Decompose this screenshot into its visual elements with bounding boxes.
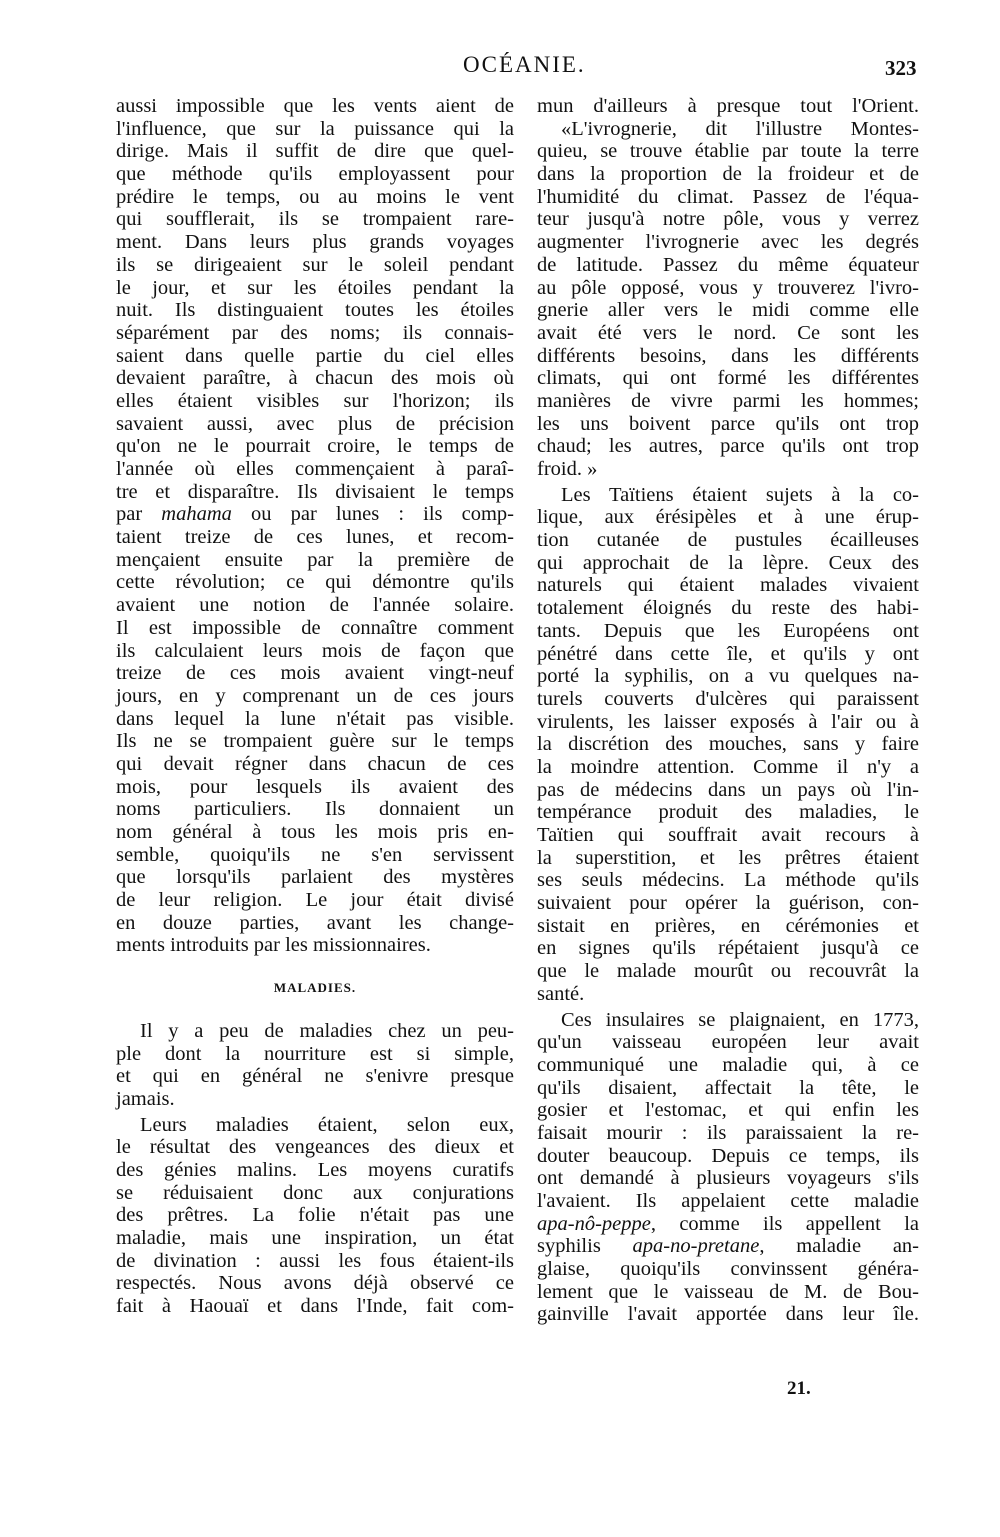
text-line: totalement éloignés du reste des habi- — [537, 597, 919, 620]
paragraph-calendar-continued — [116, 526, 514, 957]
text-line: maladie, mais une inspiration, un état — [116, 1227, 514, 1249]
text-line: en signes qu'ils répétaient jusqu'à ce — [537, 937, 919, 960]
text-line: savaient aussi, avec plus de précision — [116, 412, 514, 435]
left-column — [116, 95, 514, 1318]
paragraph-causes — [116, 1114, 514, 1318]
text-line: qu'un vaisseau européen leur avait — [537, 1031, 919, 1054]
page-number: 323 — [885, 56, 917, 80]
text-line: quieu, se trouve établie par toute la terre — [537, 140, 919, 163]
text-line: tre et disparaître. Ils divisaient le temps — [116, 480, 514, 503]
page-header — [0, 52, 1000, 86]
text-line: la superstition, et les prêtres étaient — [537, 846, 919, 869]
text-line: au pôle opposé, vous y trouverez l'ivro- — [537, 276, 919, 299]
text-line: pénétré dans cette île, et qu'ils y ont — [537, 642, 919, 665]
text-line: qu'ils disaient, affectait la tête, le — [537, 1076, 919, 1099]
text-line: porté la syphilis, on a vu quelques na- — [537, 665, 919, 688]
text-line: gainville l'avait apportée dans leur île. — [537, 1303, 919, 1326]
text-line: gnerie aller vers le midi comme elle — [537, 299, 919, 322]
text-line: en douze parties, avant les change- — [116, 911, 514, 934]
italic-term: apa-no-pretane — [632, 1235, 760, 1258]
text-line: que lorsqu'ils parlaient des mystères — [116, 866, 514, 889]
text-line: fait à Haouaï et dans l'Inde, fait com- — [116, 1295, 514, 1318]
text-line: communiqué une maladie qui, à ce — [537, 1053, 919, 1076]
text-line: l'avaient. Ils appelaient cette maladie — [537, 1190, 919, 1212]
text-line: taient treize de ces lunes, et recom- — [116, 526, 514, 549]
text-line: que le malade mourût ou recouvrât la — [537, 960, 919, 983]
text-line: mois, pour lesquels ils avaient des — [116, 775, 514, 798]
text-line: ils calculaient leurs mois de façon que — [116, 639, 514, 662]
text-line: qui soufflerait, ils se trompaient rare- — [116, 208, 514, 231]
text-line: gosier et l'estomac, et qui enfin les — [537, 1099, 919, 1122]
text-line: se réduisaient donc aux conjurations — [116, 1181, 514, 1204]
text-line — [537, 1235, 919, 1258]
text-line: cette révolution; ce qui démontre qu'ils — [116, 571, 514, 594]
paragraph-taitian-diseases — [537, 484, 919, 1006]
text-line: de leur religion. Le jour était divisé — [116, 889, 514, 912]
text-line: virulents, les laisser exposés à l'air ou à — [537, 710, 919, 733]
text-line: ses seuls médecins. La méthode qu'ils — [537, 869, 919, 892]
text-line: lique, aux érésipèles et à une érup- — [537, 506, 919, 529]
text-line: teur jusqu'à notre pôle, vous y verrez — [537, 208, 919, 231]
text-line: nom général à tous les mois pris en- — [116, 821, 514, 843]
text-line: Ils ne se trompaient guère sur le temps — [116, 730, 514, 753]
text-line: mençaient ensuite par la première de — [116, 548, 514, 571]
text-line: avait été vers le nord. Ce sont les — [537, 321, 919, 344]
text-line: ils se dirigeaient sur le soleil pendant — [116, 253, 514, 276]
text-line: la discrétion des mouches, sans y faire — [537, 733, 919, 756]
text-line — [537, 1213, 919, 1236]
text-line: noms particuliers. Ils donnaient un — [116, 798, 514, 821]
text-line: chaud; les autres, parce qu'ils ont trop — [537, 435, 919, 458]
text-line: des génies malins. Les moyens curatifs — [116, 1158, 514, 1181]
text-line: froid. » — [537, 458, 598, 480]
text-line: jours, en y comprenant un de ces jours — [116, 684, 514, 707]
text-line: nuit. Ils distinguaient toutes les étoiles — [116, 299, 514, 322]
text-line: lement que le vaisseau de M. de Bou- — [537, 1280, 919, 1303]
text-line: «L'ivrognerie, dit l'illustre Montes- — [561, 117, 919, 140]
paragraph-1773 — [537, 1009, 919, 1213]
paragraph-calendar — [116, 95, 514, 503]
right-column — [537, 95, 919, 1326]
text-line: l'influence, que sur la puissance qui la — [116, 117, 514, 140]
text-line: turels couverts d'ulcères qui paraissent — [537, 687, 919, 710]
text-line: le résultat des vengeances des dieux et — [116, 1136, 514, 1159]
text-line: glaise, quoiqu'ils convinssent généra- — [537, 1258, 919, 1281]
text-line: suivaient pour opérer la guérison, con- — [537, 892, 919, 915]
text-line: ment. Dans leurs plus grands voyages — [116, 231, 514, 254]
text-line: manières de vivre parmi les hommes; — [537, 389, 919, 412]
paragraph-few-diseases — [116, 1020, 514, 1111]
text-line: santé. — [537, 982, 585, 1005]
text-line: mun d'ailleurs à presque tout l'Orient. — [537, 95, 919, 117]
text-line: prédire le temps, ou au moins le vent — [116, 185, 514, 208]
text-line: douter beaucoup. Depuis ce temps, ils — [537, 1144, 919, 1167]
text-line — [116, 503, 514, 526]
section-heading: MALADIES. — [273, 980, 357, 996]
text-line: dirige. Mais il suffit de dire que quel- — [116, 140, 514, 163]
text-line: treize de ces mois avaient vingt-neuf — [116, 662, 514, 685]
text-line: l'humidité du climat. Passez de l'équa- — [537, 185, 919, 208]
text-line: qui approchait de la lèpre. Ceux des — [537, 551, 919, 574]
text-line: elles étaient visibles sur l'horizon; ils — [116, 389, 514, 412]
text-line: ments introduits par les missionnaires. — [116, 934, 431, 957]
text-line: augmenter l'ivrognerie avec les degrés — [537, 231, 919, 254]
text-line: différents besoins, dans les différents — [537, 344, 919, 367]
text-line: ple dont la nourriture est si simple, — [116, 1042, 514, 1065]
text-line: naturels qui étaient malades vivaient — [537, 574, 919, 597]
text-line: que méthode qu'ils employassent pour — [116, 163, 514, 186]
text-line: devaient paraître, à chacun des mois où — [116, 367, 514, 390]
quote-montesquieu — [537, 118, 919, 481]
text-line: tempérance produit des maladies, le — [537, 801, 919, 824]
text-run: , comme ils appellent la — [650, 1212, 919, 1235]
text-line: tants. Depuis que les Européens ont — [537, 619, 919, 642]
running-title: OCÉANIE. — [463, 52, 586, 77]
text-line: qui devait régner dans chacun de ces — [116, 752, 514, 775]
text-line: aussi impossible que les vents aient de — [116, 95, 514, 117]
text-line: avaient une notion de l'année solaire. — [116, 594, 514, 617]
text-run: ou par lunes : ils comp- — [231, 503, 514, 526]
text-line: la moindre attention. Comme il n'y a — [537, 755, 919, 778]
text-line: ont demandé à plusieurs voyageurs s'ils — [537, 1167, 919, 1190]
signature-mark: 21. — [787, 1378, 811, 1399]
text-line: semble, quoiqu'ils ne s'en servissent — [116, 843, 514, 866]
paragraph-continuation — [537, 95, 919, 118]
text-line: Il y a peu de maladies chez un peu- — [140, 1019, 514, 1042]
text-line: de divination : aussi les fous étaient-ils — [116, 1249, 514, 1272]
italic-term: mahama — [161, 503, 232, 526]
text-line: climats, qui ont formé les différentes — [537, 367, 919, 390]
text-line: Ces insulaires se plaignaient, en 1773, — [561, 1008, 919, 1031]
text-line: l'année où elles commençaient à paraî- — [116, 458, 514, 480]
text-line: les uns boivent parce qu'ils ont trop — [537, 412, 919, 435]
paragraph-1773-end — [537, 1258, 919, 1326]
text-line: Il est impossible de connaître comment — [116, 616, 514, 639]
text-line: de latitude. Passez du même équateur — [537, 253, 919, 276]
text-line: le jour, et sur les étoiles pendant la — [116, 276, 514, 299]
text-line: faisait mourir : ils paraissaient la re- — [537, 1121, 919, 1144]
text-line: pas de médecins dans un pays où l'in- — [537, 778, 919, 801]
text-run: syphilis — [537, 1235, 633, 1258]
text-line: Leurs maladies étaient, selon eux, — [140, 1113, 514, 1136]
text-line: respectés. Nous avons déjà observé ce — [116, 1272, 514, 1295]
text-line: dans lequel la lune n'était pas visible. — [116, 707, 514, 730]
text-line: dans la proportion de la froideur et de — [537, 163, 919, 186]
text-line: des prêtres. La folie n'était pas une — [116, 1204, 514, 1227]
text-line: qu'on ne le pourrait croire, le temps de — [116, 435, 514, 458]
text-line: tion cutanée de pustules écailleuses — [537, 529, 919, 552]
text-line: séparément par des noms; ils connais- — [116, 321, 514, 344]
text-line: jamais. — [116, 1087, 175, 1110]
text-run: par — [116, 503, 162, 526]
text-line: Les Taïtiens étaient sujets à la co- — [561, 483, 919, 506]
text-line: Taïtien qui souffrait avait recours à — [537, 824, 919, 846]
italic-term: apa-nô-peppe — [537, 1212, 651, 1235]
text-line: sistait en prières, en cérémonies et — [537, 914, 919, 937]
text-line: saient dans quelle partie du ciel elles — [116, 344, 514, 367]
text-line: et qui en général ne s'enivre presque — [116, 1065, 514, 1088]
text-run: , maladie an- — [759, 1235, 919, 1258]
